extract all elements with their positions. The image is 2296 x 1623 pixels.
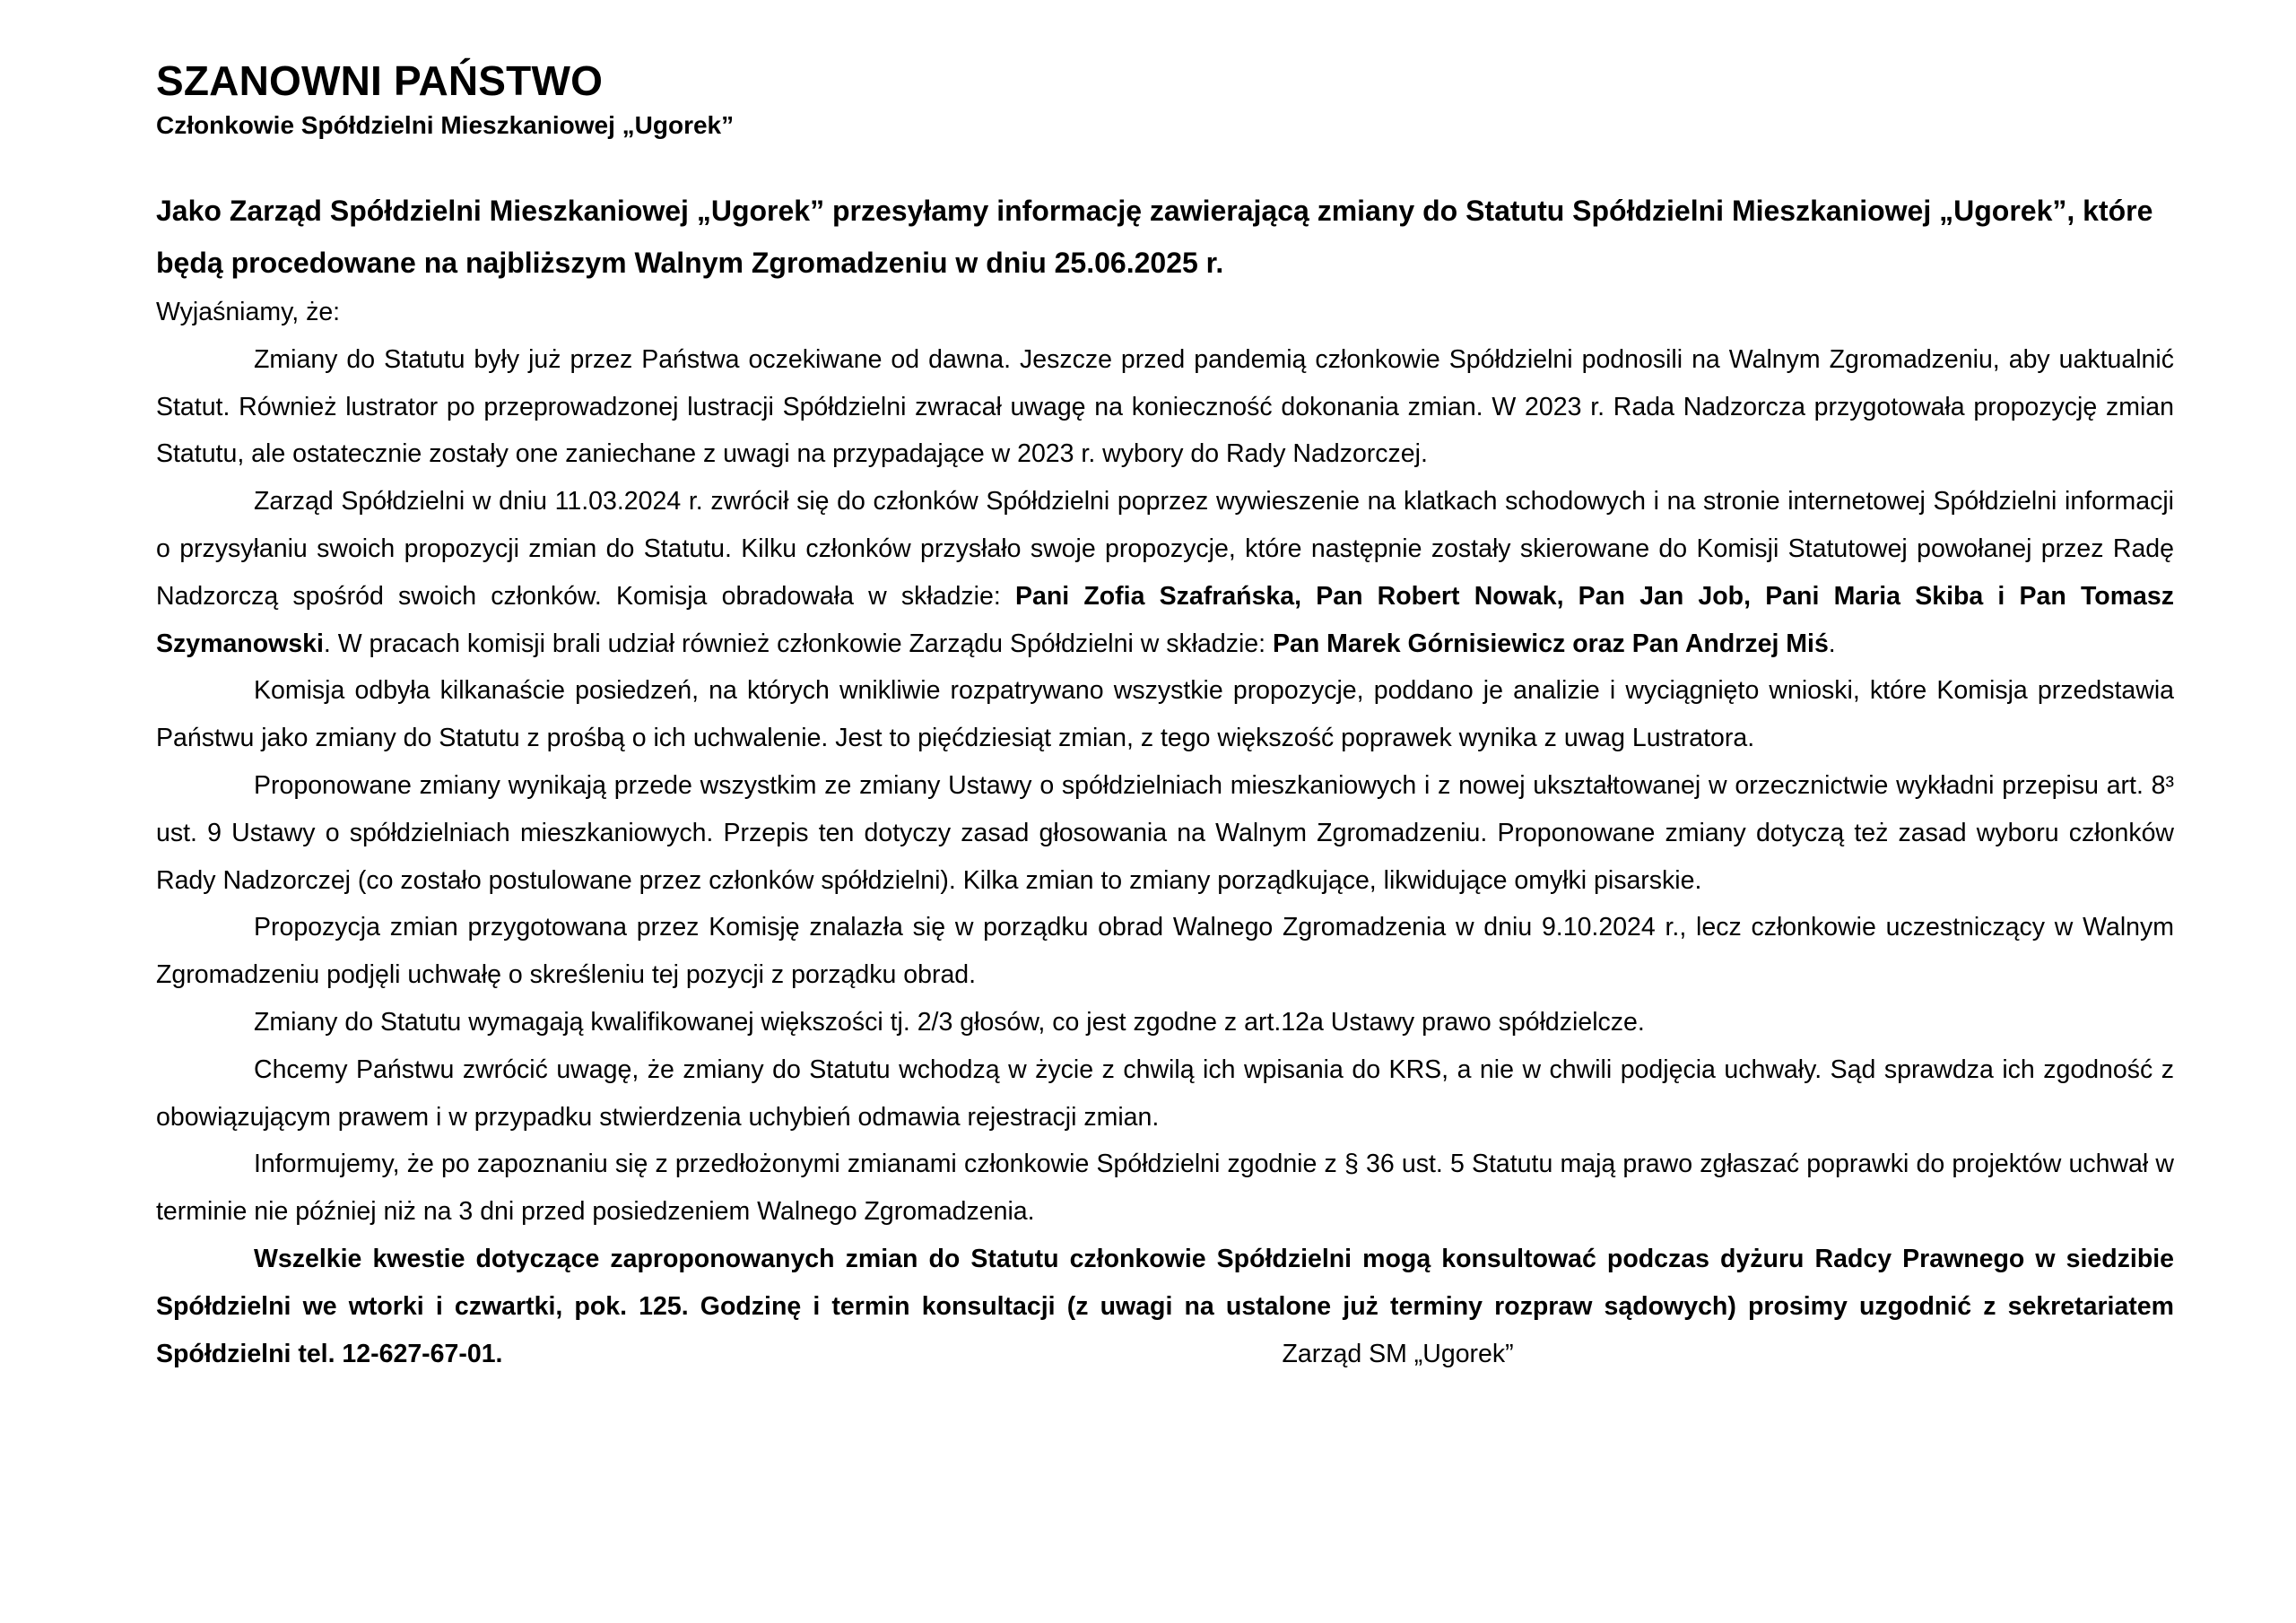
- commission-members: Pani Zofia Szafrańska, Pan Robert Nowak, Pan Jan Job, Pani Maria Skiba i Pan Tomasz Szymanowski: [156, 581, 2174, 658]
- paragraph-2-part-3: .: [1828, 629, 1836, 658]
- paragraph-5: Propozycja zmian przygotowana przez Komisję znalazła się w porządku obrad Walnego Zgromadzenia w dniu 9.10.2024 r., lecz członkowie uczestniczący w Walnym Zgromadzeniu podjęli uchwałę o skreśleniu tej pozycji z porządku obrad.: [156, 913, 2174, 990]
- paragraph-6: Zmiany do Statutu wymagają kwalifikowanej większości tj. 2/3 głosów, co jest zgodne z art.12a Ustawy prawo spółdzielcze.: [254, 1007, 1645, 1037]
- letter-page: [156, 56, 2174, 1377]
- consultation-text: Wszelkie kwestie dotyczące zaproponowanych zmian do Statutu członkowie Spółdzielni mogą konsultować podczas dyżuru Radcy Prawnego w siedzibie Spółdzielni we wtorki i czwartki, pok. 125. Godzinę i termin konsultacji (z uwagi na ustalone już terminy rozpraw sądowych) prosimy uzgodnić z sekretariatem Spółdzielni tel. 12-627-67-01.: [156, 1244, 2174, 1368]
- intro-statement: Jako Zarząd Spółdzielni Mieszkaniowej „Ugorek” przesyłamy informację zawierającą zmiany do Statutu Spółdzielni Mieszkaniowej „Ugorek”, które będą procedowane na najbliższym Walnym Zgromadzeniu w dniu 25.06.2025 r.: [156, 195, 2153, 279]
- letter-body: [156, 289, 2174, 1377]
- addressee-subtitle: Członkowie Spółdzielni Mieszkaniowej „Ugorek”: [156, 111, 735, 139]
- paragraph-2-part-2: . W pracach komisji brali udział również członkowie Zarządu Spółdzielni w składzie:: [323, 629, 1273, 658]
- paragraph-4: Proponowane zmiany wynikają przede wszystkim ze zmiany Ustawy o spółdzielniach mieszkaniowych i z nowej ukształtowanej w orzecznictwie wykładni przepisu art. 8³ ust. 9 Ustawy o spółdzielniach mieszkaniowych. Przepis ten dotyczy zasad głosowania na Walnym Zgromadzeniu. Proponowane zmiany dotyczą też zasad wyboru członków Rady Nadzorczej (co zostało postulowane przez członków spółdzielni). Kilka zmian to zmiany porządkujące, likwidujące omyłki pisarskie.: [156, 770, 2174, 895]
- page-title: SZANOWNI PAŃSTWO: [156, 57, 604, 104]
- paragraph-2: [156, 478, 2174, 667]
- paragraph-9-consultation: [156, 1236, 2174, 1377]
- signature: Zarząd SM „Ugorek”: [1282, 1339, 1514, 1368]
- paragraph-3: Komisja odbyła kilkanaście posiedzeń, na których wnikliwie rozpatrywano wszystkie propozycje, poddano je analizie i wyciągnięto wnioski, które Komisja przedstawia Państwu jako zmiany do Statutu z prośbą o ich uchwalenie. Jest to pięćdziesiąt zmian, z tego większość poprawek wynika z uwag Lustratora.: [156, 676, 2174, 753]
- board-members: Pan Marek Górnisiewicz oraz Pan Andrzej Miś: [1273, 629, 1829, 658]
- paragraph-2-part-1: Zarząd Spółdzielni w dniu 11.03.2024 r. zwrócił się do członków Spółdzielni poprzez wywieszenie na klatkach schodowych i na stronie internetowej Spółdzielni informacji o przysyłaniu swoich propozycji zmian do Statutu. Kilku członków przysłało swoje propozycje, które następnie zostały skierowane do Komisji Statutowej powołanej przez Radę Nadzorczą spośród swoich członków. Komisja obradowała w składzie:: [156, 487, 2174, 611]
- paragraph-1: Zmiany do Statutu były już przez Państwa oczekiwane od dawna. Jeszcze przed pandemią członkowie Spółdzielni podnosili na Walnym Zgromadzeniu, aby uaktualnić Statut. Również lustrator po przeprowadzonej lustracji Spółdzielni zwracał uwagę na konieczność dokonania zmian. W 2023 r. Rada Nadzorcza przygotowała propozycję zmian Statutu, ale ostatecznie zostały one zaniechane z uwagi na przypadające w 2023 r. wybory do Rady Nadzorczej.: [156, 344, 2174, 469]
- paragraph-8: Informujemy, że po zapoznaniu się z przedłożonymi zmianami członkowie Spółdzielni zgodnie z § 36 ust. 5 Statutu mają prawo zgłaszać poprawki do projektów uchwał w terminie nie później niż na 3 dni przed posiedzeniem Walnego Zgromadzenia.: [156, 1150, 2174, 1227]
- paragraph-7: Chcemy Państwu zwrócić uwagę, że zmiany do Statutu wchodzą w życie z chwilą ich wpisania do KRS, a nie w chwili podjęcia uchwały. Sąd sprawdza ich zgodność z obowiązującym prawem i w przypadku stwierdzenia uchybień odmawia rejestracji zmian.: [156, 1055, 2174, 1132]
- lead-line: Wyjaśniamy, że:: [156, 298, 341, 326]
